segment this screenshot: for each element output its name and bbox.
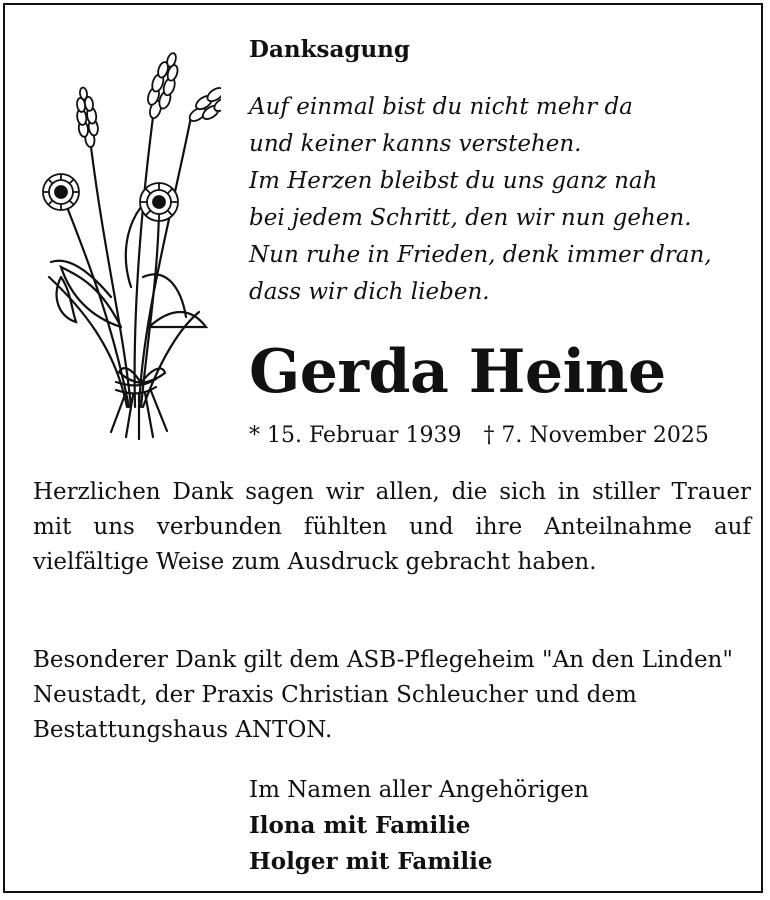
life-dates xyxy=(249,421,709,451)
poem xyxy=(249,89,712,311)
poem-line: dass wir dich lieben. xyxy=(249,279,490,305)
poem-line: Auf einmal bist du nicht mehr da xyxy=(249,94,633,120)
notice-frame xyxy=(3,3,763,893)
poem-line: und keiner kanns verstehen. xyxy=(249,131,582,157)
death-date: † 7. November 2025 xyxy=(483,423,709,448)
wheat-flower-bouquet-icon xyxy=(31,27,221,447)
signature-name: Ilona mit Familie xyxy=(249,812,471,839)
poem-line: Im Herzen bleibst du uns ganz nah xyxy=(249,168,658,194)
deceased-name: Gerda Heine xyxy=(249,337,666,407)
notice-heading: Danksagung xyxy=(249,36,410,63)
poem-line: bei jedem Schritt, den wir nun gehen. xyxy=(249,205,692,231)
signature-block xyxy=(249,772,589,880)
special-thanks-paragraph: Besonderer Dank gilt dem ASB-Pflegeheim "An den Linden" Neustadt, der Praxis Christian Schleucher und dem Bestattungshaus ANTON. xyxy=(33,647,733,743)
birth-date: * 15. Februar 1939 xyxy=(249,423,462,448)
thanks-paragraph: Herzlichen Dank sagen wir allen, die sich in stiller Trauer mit uns verbunden fühlten und ihre Anteilnahme auf vielfältige Weise zum Ausdruck gebracht haben. xyxy=(33,479,751,575)
signature-name: Holger mit Familie xyxy=(249,848,493,875)
poem-line: Nun ruhe in Frieden, denk immer dran, xyxy=(249,242,712,268)
signature-intro: Im Namen aller Angehörigen xyxy=(249,777,589,803)
